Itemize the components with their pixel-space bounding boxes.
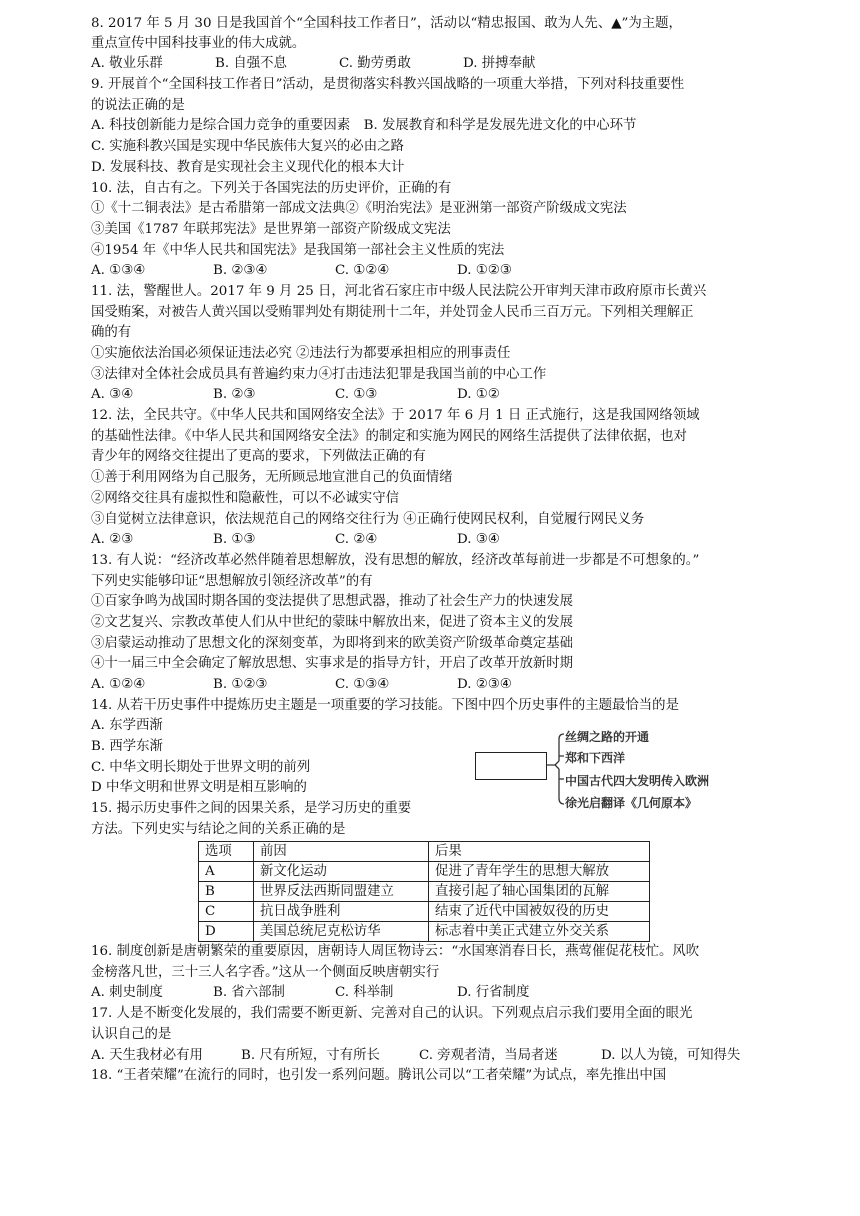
- q15-table: [198, 841, 650, 942]
- blank-marker: ▲: [611, 15, 622, 31]
- q14-options: [91, 716, 411, 819]
- q9-stem-line1: 9. 开展首个“全国科技工作者日”活动，是贯彻落实科教兴国战略的一项重大举措，下列对科技重要性: [91, 77, 685, 93]
- header-effect: 后果: [429, 842, 650, 862]
- q9-option-c: C. 实施科教兴国是实现中华民族伟大复兴的必由之路: [91, 139, 404, 155]
- q8-option-c: C. 勤劳勇敢: [339, 56, 411, 72]
- q11-stem-line1: 11. 法，警醒世人。2017 年 9 月 25 日，河北省石家庄市中级人民法院公开审判天津市政府原市长黄兴: [91, 283, 707, 299]
- row-a-option: A: [199, 862, 254, 882]
- q17-stem-line1: 17. 人是不断变化发展的，我们需要不断更新、完善对自己的认识。下列观点启示我们要用全面的眼光: [91, 1006, 693, 1022]
- header-option: 选项: [199, 842, 254, 862]
- q16-stem-line2: 金榜落凡世，三十三人名字香。”这从一个侧面反映唐朝实行: [91, 964, 440, 980]
- q16-option-c: C. 科举制: [335, 985, 394, 1001]
- q10-statement-1: ①《十二铜表法》是古希腊第一部成文法典②《明治宪法》是亚洲第一部资产阶级成文宪法: [91, 201, 627, 217]
- row-b-cause: 世界反法西斯同盟建立: [254, 882, 429, 902]
- q12-option-c: C. ②④: [335, 532, 378, 548]
- q13-options: [91, 675, 781, 696]
- q13-option-a: A. ①②④: [91, 677, 146, 692]
- q12-stem-line2: 的基础性法律。《中华人民共和国网络安全法》的制定和实施为网民的网络生活提供了法律依据，也对: [91, 428, 687, 444]
- q16-options: [91, 983, 781, 1004]
- q14-option-c: C. 中华文明长期处于世界文明的前列: [91, 759, 311, 775]
- q11-statement-1: ①实施依法治国必须保证违法必究 ②违法行为都要承担相应的刑事责任: [91, 346, 511, 361]
- q8-option-b: B. 自强不息: [215, 56, 287, 72]
- q12-statement-1: ①善于利用网络为自己服务，无所顾忌地宣泄自己的负面情绪: [91, 470, 453, 486]
- q11-option-a: A. ③④: [91, 387, 134, 403]
- q16-option-a: A. 刺史制度: [91, 985, 163, 1001]
- table-row: [199, 902, 650, 922]
- q13-stem-line1: 13. 有人说：“经济改革必然伴随着思想解放，没有思想的解放，经济改革每前进一步都是不可想象的。”: [91, 552, 700, 568]
- q13-statement-2: ②文艺复兴、宗教改革使人们从中世纪的蒙昧中解放出来，促进了资本主义的发展: [91, 614, 574, 630]
- q11-option-c: C. ①③: [335, 387, 378, 403]
- q8-options: [91, 54, 781, 75]
- row-d-effect: 标志着中美正式建立外交关系: [429, 922, 650, 942]
- q17-option-d: D. 以人为镜，可知得失: [601, 1047, 741, 1063]
- q13-stem-line2: 下列史实能够印证“思想解放引领经济改革”的有: [91, 573, 373, 589]
- q9-options-ab: A. 科技创新能力是综合国力竞争的重要因素 B. 发展教育和科学是发展先进文化的中心环节: [91, 118, 637, 134]
- header-cause: 前因: [254, 842, 429, 862]
- q10-option-c: C. ①②④: [335, 263, 390, 279]
- table-row: [199, 922, 650, 942]
- row-d-cause: 美国总统尼克松访华: [254, 922, 429, 942]
- q11-stem-line3: 确的有: [91, 325, 132, 341]
- row-c-option: C: [199, 902, 254, 922]
- row-b-option: B: [199, 882, 254, 902]
- q8-option-d: D. 拼搏奉献: [463, 56, 536, 72]
- q14-option-b: B. 西学东渐: [91, 739, 163, 755]
- q13-statement-1: ①百家争鸣为战国时期各国的变法提供了思想武器，推动了社会生产力的快速发展: [91, 594, 574, 610]
- row-d-option: D: [199, 922, 254, 942]
- q8-stem-a: 8. 2017 年 5 月 30 日是我国首个“全国科技工作者日”，活动以“精忠报国、敢为人先、: [91, 16, 612, 31]
- q11-option-d: D. ①②: [457, 387, 500, 403]
- row-c-cause: 抗日战争胜利: [254, 902, 429, 922]
- row-a-effect: 促进了青年学生的思想大解放: [429, 862, 650, 882]
- q14-event-diagram: [475, 728, 785, 810]
- q11-stem-line2: 国受贿案，对被告人黄兴国以受贿罪判处有期徒刑十二年，并处罚金人民币三百万元。下列相关理解正: [91, 304, 694, 320]
- q12-stem-line1: 12. 法，全民共守。《中华人民共和国网络安全法》于 2017 年 6 月 1 日 正式施行，这是我国网络领域: [91, 408, 700, 424]
- q14-option-d: D 中华文明和世界文明是相互影响的: [91, 780, 307, 796]
- q14-body: [91, 716, 781, 820]
- q10-options: [91, 261, 781, 282]
- q13-statement-3: ③启蒙运动推动了思想文化的深刻变革，为即将到来的欧美资产阶级革命奠定基础: [91, 635, 574, 651]
- q8-stem-b: ”为主题，: [621, 16, 682, 31]
- q13-statement-4: ④十一届三中全会确定了解放思想、实事求是的指导方针，开启了改革开放新时期: [91, 656, 574, 672]
- q17-option-c: C. 旁观者清，当局者迷: [419, 1047, 558, 1063]
- q10-stem: 10. 法，自古有之。下列关于各国宪法的历史评价，正确的有: [91, 180, 452, 196]
- q12-option-d: D. ③④: [457, 532, 500, 548]
- q11-options: [91, 385, 781, 406]
- q12-statement-2: ②网络交往具有虚拟性和隐蔽性，可以不必诚实守信: [91, 490, 399, 506]
- q14-stem: 14. 从若干历史事件中提炼历史主题是一项重要的学习技能。下图中四个历史事件的主题最恰当的是: [91, 697, 679, 713]
- q10-statement-3: ④1954 年《中华人民共和国宪法》是我国第一部社会主义性质的宪法: [91, 242, 505, 258]
- q12-statement-3: ③自觉树立法律意识，依法规范自己的网络交往行为 ④正确行使网民权利，自觉履行网民义务: [91, 511, 645, 527]
- event-silk-road: 丝绸之路的开通: [565, 730, 650, 745]
- q8-stem-line2: 重点宣传中国科技事业的伟大成就。: [91, 35, 306, 51]
- table-row: [199, 862, 650, 882]
- q16-stem-line1: 16. 制度创新是唐朝繁荣的重要原因，唐朝诗人周匡物诗云：“水国寒消春日长，燕莺催促花枝忙。风吹: [91, 944, 700, 960]
- q10-option-b: B. ②③④: [213, 263, 268, 279]
- q9-stem-line2: 的说法正确的是: [91, 97, 185, 113]
- q13-option-c: C. ①③④: [335, 677, 390, 692]
- row-a-cause: 新文化运动: [254, 862, 429, 882]
- q13-option-b: B. ①②③: [213, 677, 268, 692]
- event-xu-guangqi: 徐光启翻译《几何原本》: [565, 796, 698, 811]
- q17-option-b: B. 尺有所短，寸有所长: [241, 1047, 380, 1063]
- row-b-effect: 直接引起了轴心国集团的瓦解: [429, 882, 650, 902]
- q12-options: [91, 530, 781, 551]
- q12-option-a: A. ②③: [91, 532, 134, 548]
- q10-option-d: D. ①②③: [457, 263, 512, 279]
- table-header-row: [199, 842, 650, 862]
- exam-content: [91, 13, 781, 1087]
- q17-option-a: A. 天生我材必有用: [91, 1047, 203, 1063]
- q18-stem-line1: 18. “王者荣耀”在流行的同时，也引发一系列问题。腾讯公司以“工者荣耀”为试点，率先推出中国: [91, 1068, 667, 1084]
- q16-option-b: B. 省六部制: [213, 985, 285, 1001]
- q11-statement-2: ③法律对全体社会成员具有普遍约束力④打击违法犯罪是我国当前的中心工作: [91, 366, 547, 382]
- q16-option-d: D. 行省制度: [457, 985, 530, 1001]
- q10-statement-2: ③美国《1787 年联邦宪法》是世界第一部资产阶级成文宪法: [91, 221, 451, 237]
- q12-option-b: B. ①③: [213, 532, 256, 548]
- q14-option-a: A. 东学西渐: [91, 718, 163, 734]
- q17-stem-line2: 认识自己的是: [91, 1026, 172, 1042]
- q8-stem-line1: [91, 13, 781, 34]
- row-c-effect: 结束了近代中国被奴役的历史: [429, 902, 650, 922]
- q11-option-b: B. ②③: [213, 387, 256, 403]
- q8-option-a: A. 敬业乐群: [91, 56, 163, 72]
- bracket-connector: [475, 728, 575, 810]
- q15-stem-line2: 方法。下列史实与结论之间的关系正确的是: [91, 822, 346, 838]
- event-four-inventions: 中国古代四大发明传入欧洲: [565, 774, 710, 789]
- q17-options: [91, 1046, 781, 1067]
- q15-stem-line1: 15. 揭示历史事件之间的因果关系，是学习历史的重要: [91, 801, 412, 817]
- q12-stem-line3: 青少年的网络交往提出了更高的要求，下列做法正确的有: [91, 449, 426, 465]
- q13-option-d: D. ②③④: [457, 677, 512, 692]
- event-zheng-he: 郑和下西洋: [565, 751, 626, 766]
- q9-option-d: D. 发展科技、教育是实现社会主义现代化的根本大计: [91, 159, 405, 175]
- q10-option-a: A. ①③④: [91, 263, 146, 279]
- table-row: [199, 882, 650, 902]
